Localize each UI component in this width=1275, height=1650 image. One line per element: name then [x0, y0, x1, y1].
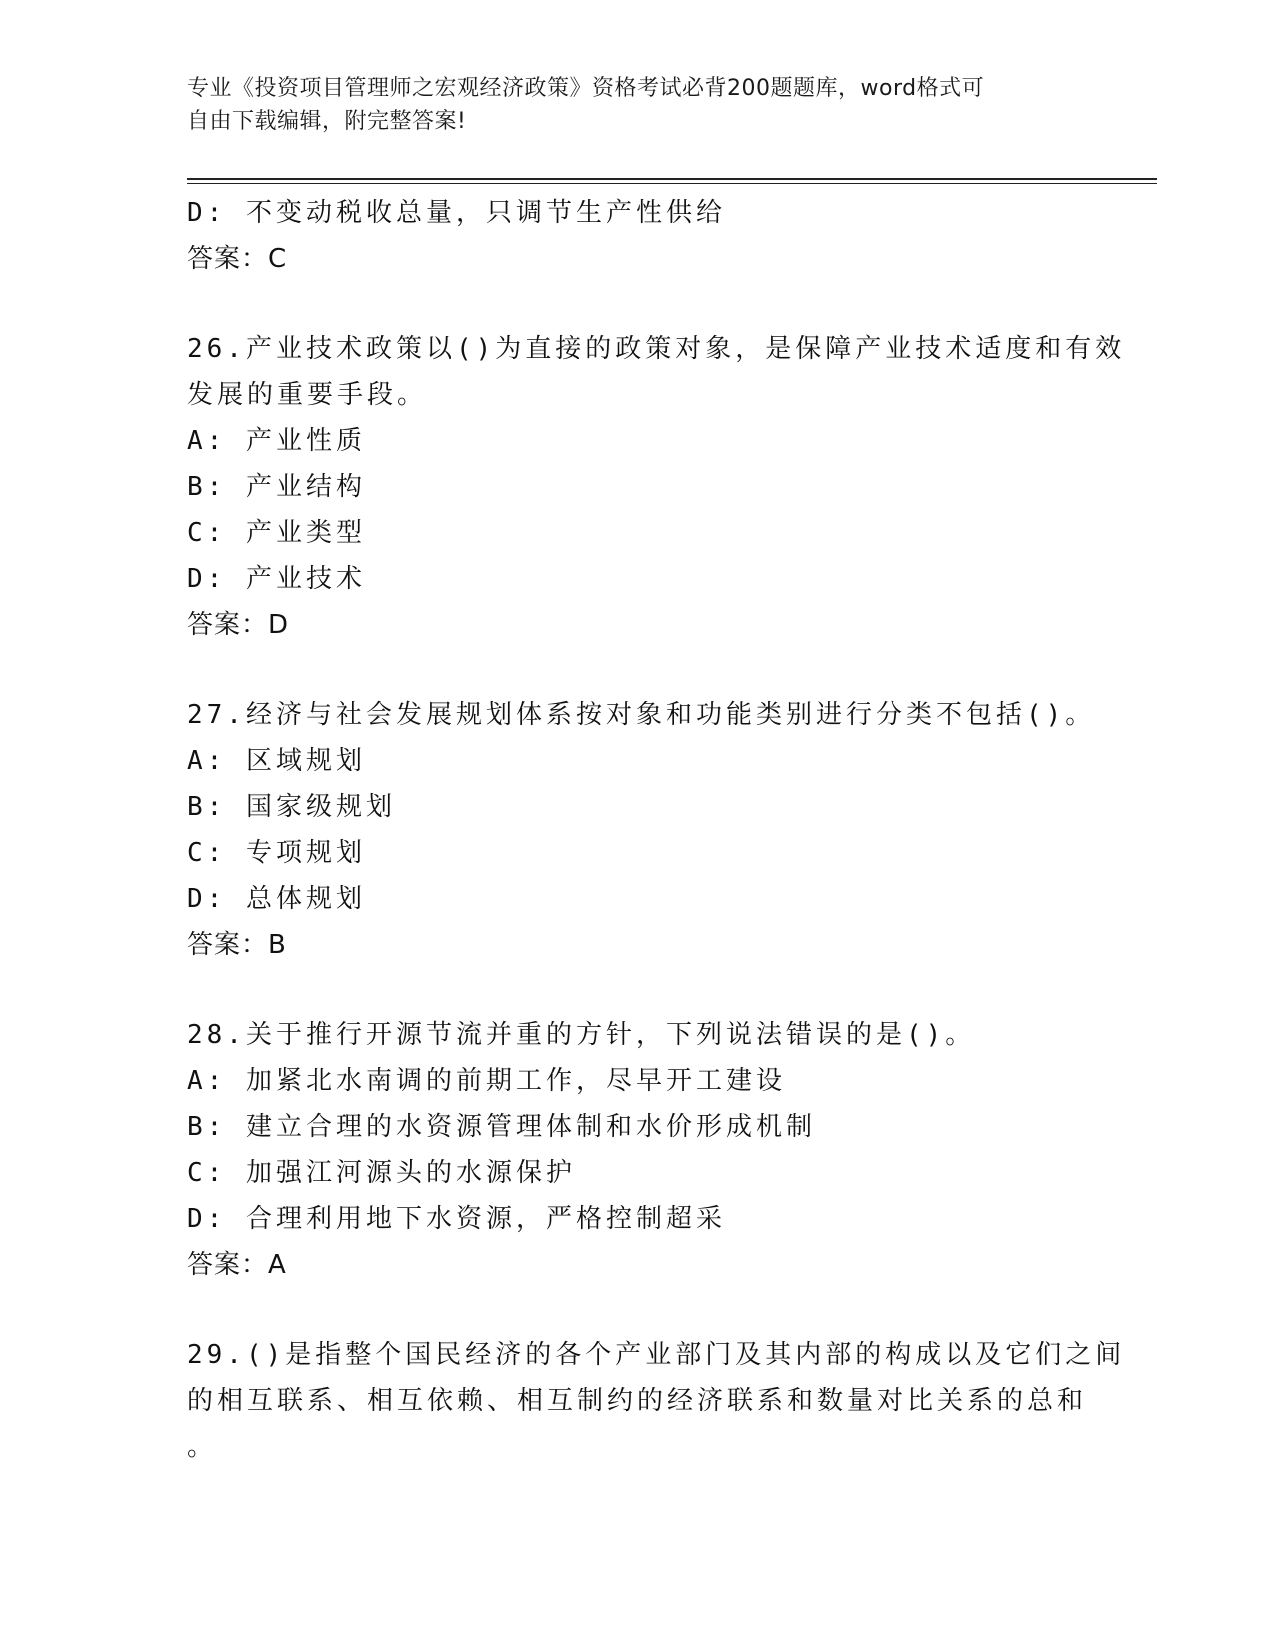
- question-stem-cont: 。: [187, 1432, 218, 1462]
- prev-option-d: D: 不变动税收总量，只调节生产性供给: [187, 198, 726, 228]
- question-26: [187, 326, 1126, 648]
- question-list: [187, 190, 1126, 1470]
- question-29: [187, 1332, 1126, 1470]
- spacer: [187, 648, 1087, 692]
- option-b: B: 产业结构: [187, 472, 366, 502]
- question-stem: 28.关于推行开源节流并重的方针，下列说法错误的是()。: [187, 1020, 976, 1050]
- option-d: D: 产业技术: [187, 564, 366, 594]
- option-d: D: 合理利用地下水资源，严格控制超采: [187, 1204, 726, 1234]
- question-stem: 29.()是指整个国民经济的各个产业部门及其内部的构成以及它们之间: [187, 1340, 1126, 1370]
- answer: 答案：D: [187, 610, 290, 640]
- answer: 答案：A: [187, 1250, 287, 1280]
- option-a: A: 加紧北水南调的前期工作，尽早开工建设: [187, 1066, 786, 1096]
- option-c: C: 加强江河源头的水源保护: [187, 1158, 576, 1188]
- header-line-1: 专业《投资项目管理师之宏观经济政策》资格考试必背200题题库，word格式可: [187, 76, 985, 101]
- prev-answer: 答案：C: [187, 244, 288, 274]
- question-27: [187, 692, 1096, 968]
- question-stem: 27.经济与社会发展规划体系按对象和功能类别进行分类不包括()。: [187, 700, 1096, 730]
- document-header: [187, 72, 1067, 138]
- answer: 答案：B: [187, 930, 287, 960]
- header-rule-thick: [187, 178, 1157, 180]
- spacer: [187, 1288, 1087, 1332]
- option-a: A: 区域规划: [187, 746, 366, 776]
- spacer: [187, 282, 1087, 326]
- header-rule-thin: [187, 183, 1157, 184]
- option-c: C: 专项规划: [187, 838, 366, 868]
- question-stem: 26.产业技术政策以()为直接的政策对象，是保障产业技术适度和有效: [187, 334, 1126, 364]
- option-a: A: 产业性质: [187, 426, 366, 456]
- question-28: [187, 1012, 1087, 1288]
- option-b: B: 国家级规划: [187, 792, 396, 822]
- option-d: D: 总体规划: [187, 884, 366, 914]
- option-c: C: 产业类型: [187, 518, 366, 548]
- question-stem-cont: 的相互联系、相互依赖、相互制约的经济联系和数量对比关系的总和: [187, 1386, 1088, 1416]
- question-stem-cont: 发展的重要手段。: [187, 380, 428, 410]
- spacer: [187, 968, 1087, 1012]
- option-b: B: 建立合理的水资源管理体制和水价形成机制: [187, 1112, 816, 1142]
- header-line-2: 自由下载编辑，附完整答案!: [187, 109, 467, 134]
